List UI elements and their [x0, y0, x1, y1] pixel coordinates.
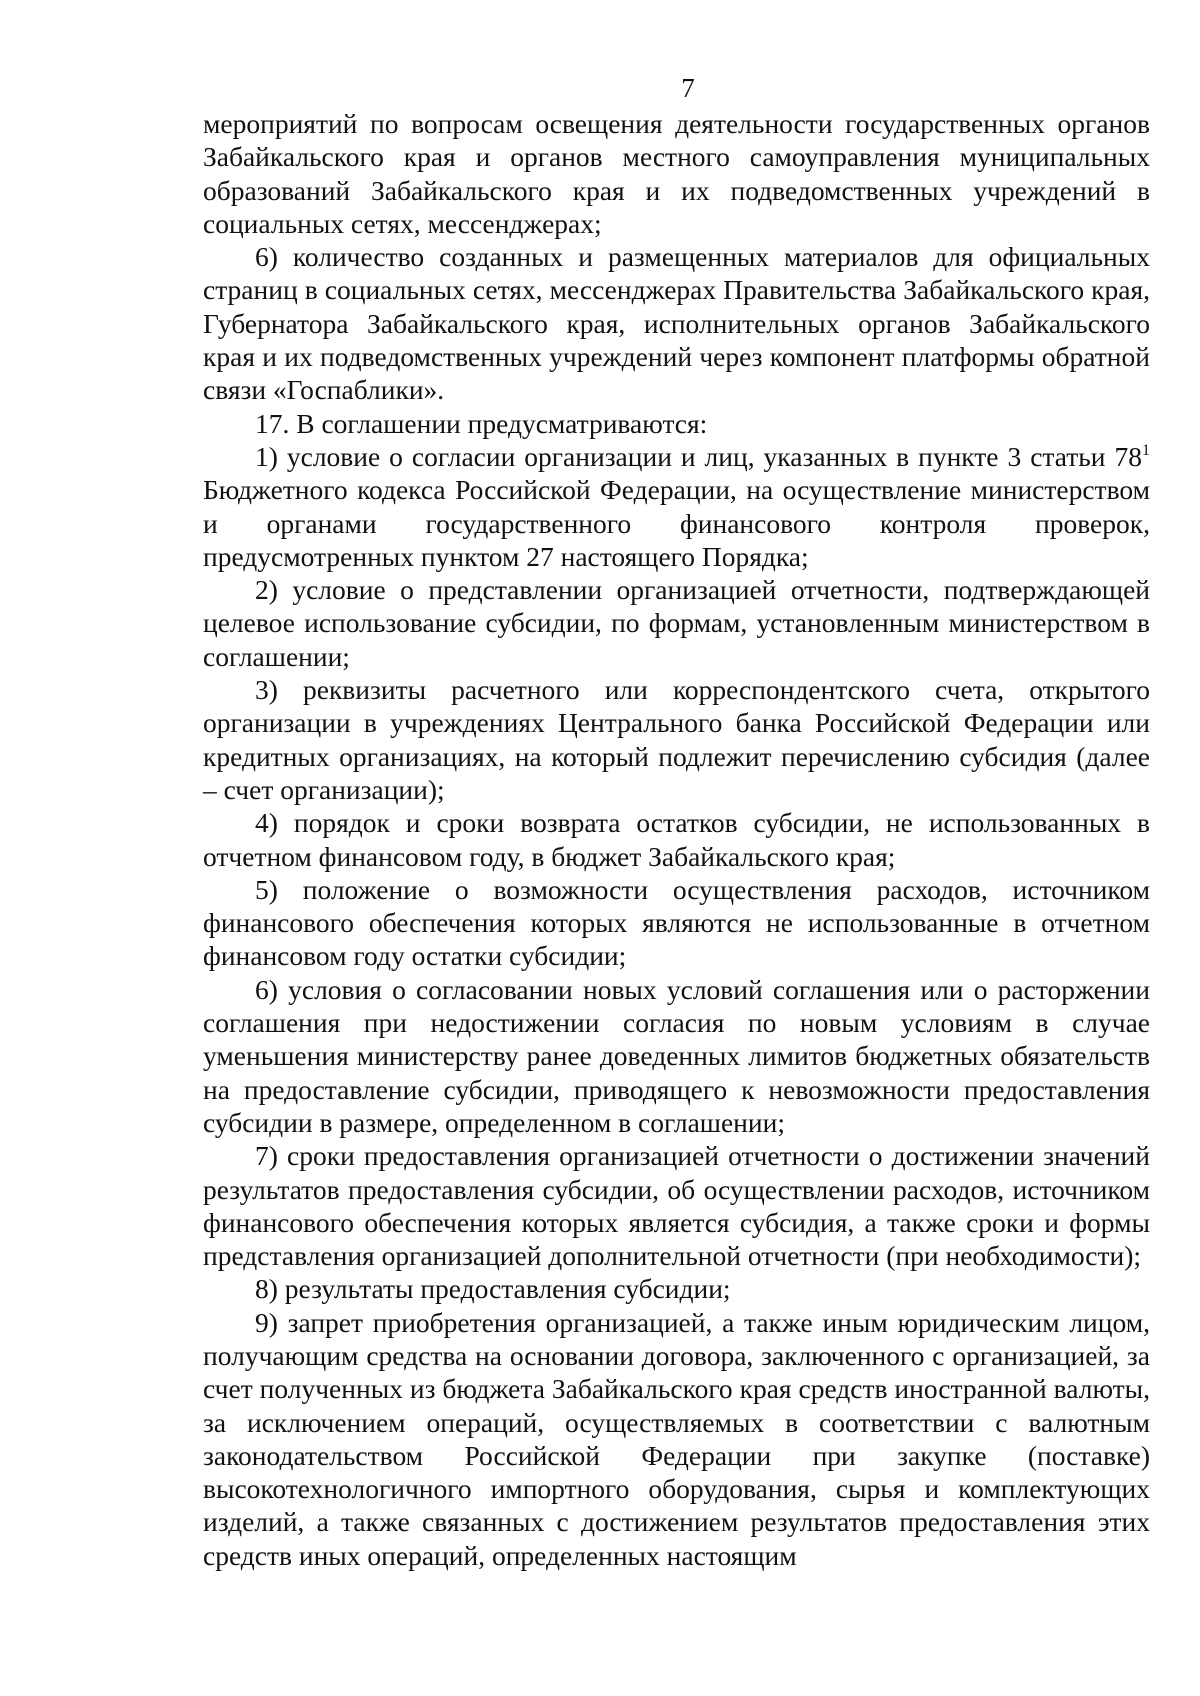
page-number: 7 [681, 73, 695, 103]
paragraph-item-6-materials: 6) количество созданных и размещенных материалов для официальных страниц в социальных сетях, мессенджерах Правительства Забайкальского края, Губернатора Забайкальского края, исполнительных органов Забайкальского края и их подведомственных учреждений через компонент платформы обратной связи «Госпаблики». [203, 241, 1150, 406]
paragraph-item-2-reporting: 2) условие о представлении организацией отчетности, подтверждающей целевое использование субсидии, по формам, установленным министерством в соглашении; [203, 574, 1150, 672]
paragraph-item-6-termination: 6) условия о согласовании новых условий соглашения или о расторжении соглашения при недостижении согласия по новым условиям в случае уменьшения министерству ранее доведенных лимитов бюджетных обязательств на предоставление субсидии, приводящего к невозможности предоставления субсидии в размере, определенном в соглашении; [203, 973, 1150, 1138]
item-1-text-after: Бюджетного кодекса Российской Федерации, на осуществление министерством и органами государственного финансового контроля проверок, предусмотренных пунктом 27 настоящего Порядка; [203, 474, 1150, 572]
paragraph-item-8-results: 8) результаты предоставления субсидии; [255, 1273, 731, 1305]
superscript-1: 1 [1142, 441, 1150, 459]
paragraph-17-heading: 17. В соглашении предусматриваются: [255, 407, 708, 439]
paragraph-item-5-expenses: 5) положение о возможности осуществления расходов, источником финансового обеспечения которых являются не использованные в отчетном финансовом году остатки субсидии; [203, 873, 1150, 972]
paragraph-continuation: мероприятий по вопросам освещения деятельности государственных органов Забайкальского края и органов местного самоуправления муниципальных образований Забайкальского края и их подведомственных учреждений в социальных сетях, мессенджерах; [203, 108, 1150, 239]
paragraph-item-7-deadlines: 7) сроки предоставления организацией отчетности о достижении значений результатов предоставления субсидии, об осуществлении расходов, источником финансового обеспечения которых является субсидия, а также сроки и формы представления организацией дополнительной отчетности (при необходимости); [203, 1140, 1150, 1272]
paragraph-item-3-account: 3) реквизиты расчетного или корреспондентского счета, открытого организации в учреждениях Центрального банка Российской Федерации или кредитных организациях, на который подлежит перечислению субсидия (далее – счет организации); [203, 674, 1150, 805]
document-body [203, 107, 1150, 1572]
paragraph-item-1-consent [203, 440, 1150, 573]
item-1-text-before: 1) условие о согласии организации и лиц, указанных в пункте 3 статьи 78 [255, 440, 1142, 472]
paragraph-item-9-currency-ban: 9) запрет приобретения организацией, а также иным юридическим лицом, получающим средства на основании договора, заключенного с организацией, за счет полученных из бюджета Забайкальского края средств иностранной валюты, за исключением операций, осуществляемых в соответствии с валютным законодательством Российской Федерации при закупке (поставке) высокотехнологичного импортного оборудования, сырья и комплектующих изделий, а также связанных с достижением результатов предоставления этих средств иных операций, определенных настоящим [203, 1306, 1150, 1571]
paragraph-item-4-return: 4) порядок и сроки возврата остатков субсидии, не использованных в отчетном финансовом году, в бюджет Забайкальского края; [203, 807, 1150, 872]
